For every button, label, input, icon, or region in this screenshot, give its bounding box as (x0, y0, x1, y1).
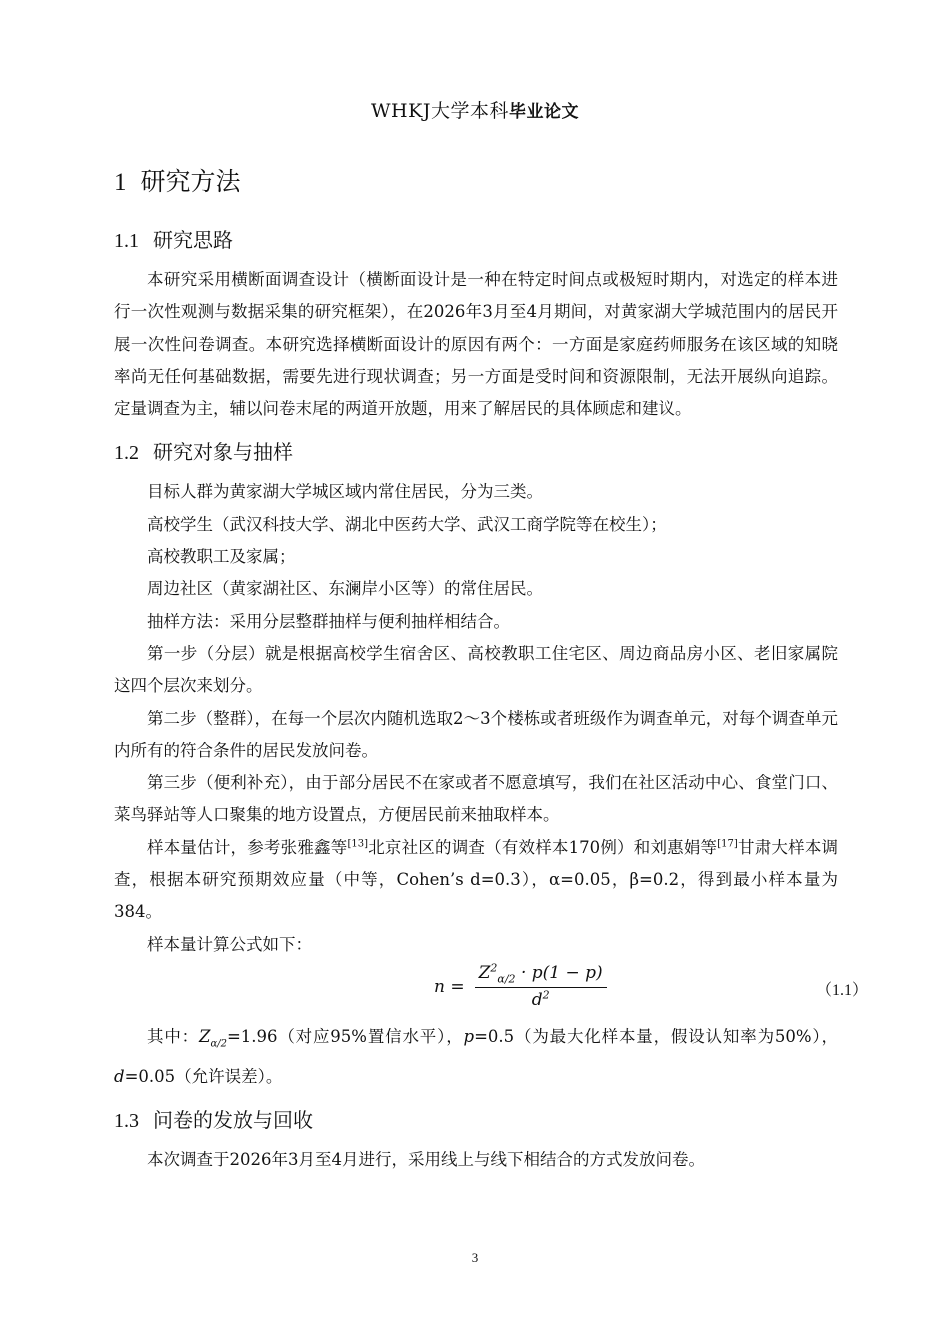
paragraph: 本次调查于2026年3月至4月进行，采用线上与线下相结合的方式发放问卷。 (147, 1149, 705, 1169)
formula-z-sup: 2 (490, 961, 498, 975)
formula-numerator (475, 963, 607, 988)
sample-size-paragraph (114, 832, 838, 929)
paragraph: 本研究采用横断面调查设计（横断面设计是一种在特定时间点或极短时期内，对选定的样本进行一次性观测与数据采集的研究框架），在2026年3月至4月期间，对黄家湖大学城范围内的居民开展一次性问卷调查。本研究选择横断面设计的原因有两个：一方面是家庭药师服务在该区域的知晓率尚无任何基础数据，需要先进行现状调查；另一方面是受时间和资源限制，无法开展纵向追踪。定量调查为主，辅以问卷末尾的两道开放题，用来了解居民的具体顾虑和建议。 (114, 270, 838, 419)
citation-ref[interactable]: [13] (347, 838, 368, 850)
section-title: 问卷的发放与回收 (153, 1107, 313, 1132)
formula-lhs: n = (434, 976, 465, 997)
paragraph: 第二步（整群），在每一个层次内随机选取2～3个楼栋或者班级作为调查单元，对每个调查单元内所有的符合条件的居民发放问卷。 (114, 708, 838, 760)
chapter-title: 研究方法 (140, 167, 241, 196)
paragraph: 周边社区（黄家湖社区、东澜岸小区等）的常住居民。 (147, 579, 543, 599)
formula-z-sub: α/2 (497, 972, 516, 986)
equation-number: （1.1） (815, 981, 868, 999)
chapter-heading (114, 160, 838, 205)
formula-denominator (532, 988, 550, 1010)
formula-where-paragraph (114, 1021, 838, 1093)
formula-block (114, 961, 868, 1021)
page-number: 3 (471, 1250, 479, 1265)
formula-numerator-rest: · p(1 − p) (515, 962, 603, 983)
paragraph: 目标人群为黄家湖大学城区域内常住居民，分为三类。 (147, 482, 543, 502)
formula-d-sup: 2 (542, 988, 550, 1002)
paragraph: 高校学生（武汉科技大学、湖北中医药大学、武汉工商学院等在校生）； (147, 514, 667, 534)
header-title-plain: WHKJ大学本科 (371, 100, 509, 122)
section-title: 研究思路 (153, 228, 233, 252)
section-number: 1.1 (114, 230, 139, 252)
header-title-bold: 毕业论文 (508, 102, 579, 122)
section-heading (114, 433, 838, 472)
paragraph: 第一步（分层）就是根据高校学生宿舍区、高校教职工住宅区、周边商品房小区、老旧家属院这四个层次来划分。 (114, 643, 838, 696)
formula-fraction (475, 963, 607, 1010)
paragraph: 高校教职工及家属； (147, 547, 296, 567)
section-title: 研究对象与抽样 (153, 440, 293, 465)
citation-ref[interactable]: [17] (717, 838, 738, 850)
var-d: d (114, 1066, 125, 1086)
formula-intro: 样本量计算公式如下： (147, 934, 312, 954)
var-z: Z (198, 1026, 211, 1046)
text-run: =1.96（对应95%置信水平）， (226, 1026, 464, 1046)
sample-size-formula (434, 963, 607, 1010)
text-run: 样本量估计，参考张雅鑫等 (147, 837, 348, 857)
section-heading (114, 1101, 838, 1140)
text-run: 甘肃大样本调查，根据本研究预期效应量（中等，Cohen’s d=0.3），α=0.05，β=0.2，得到最小样本量为384。 (114, 837, 839, 922)
paragraph: 第三步（便利补充），由于部分居民不在家或者不愿意填写，我们在社区活动中心、食堂门口、菜鸟驿站等人口聚集的地方设置点，方便居民前来抽取样本。 (114, 773, 838, 825)
formula-z: Z (478, 962, 491, 983)
var-p: p (463, 1026, 475, 1046)
var-z-sub: α/2 (210, 1038, 227, 1050)
page-header (0, 96, 950, 123)
text-run: =0.05（允许误差）。 (124, 1066, 283, 1086)
text-run: 北京社区的调查（有效样本170例）和刘惠娟等 (367, 837, 718, 857)
page-content (114, 160, 868, 1176)
chapter-number: 1 (114, 169, 127, 196)
text-run: 其中： (147, 1026, 199, 1046)
section-number: 1.2 (114, 442, 139, 465)
formula-d: d (531, 990, 543, 1011)
paragraph: 抽样方法：采用分层整群抽样与便利抽样相结合。 (147, 611, 510, 631)
section-number: 1.3 (114, 1109, 139, 1132)
section-heading (114, 221, 838, 260)
text-run: =0.5（为最大化样本量，假设认知率为50%）， (474, 1026, 838, 1046)
